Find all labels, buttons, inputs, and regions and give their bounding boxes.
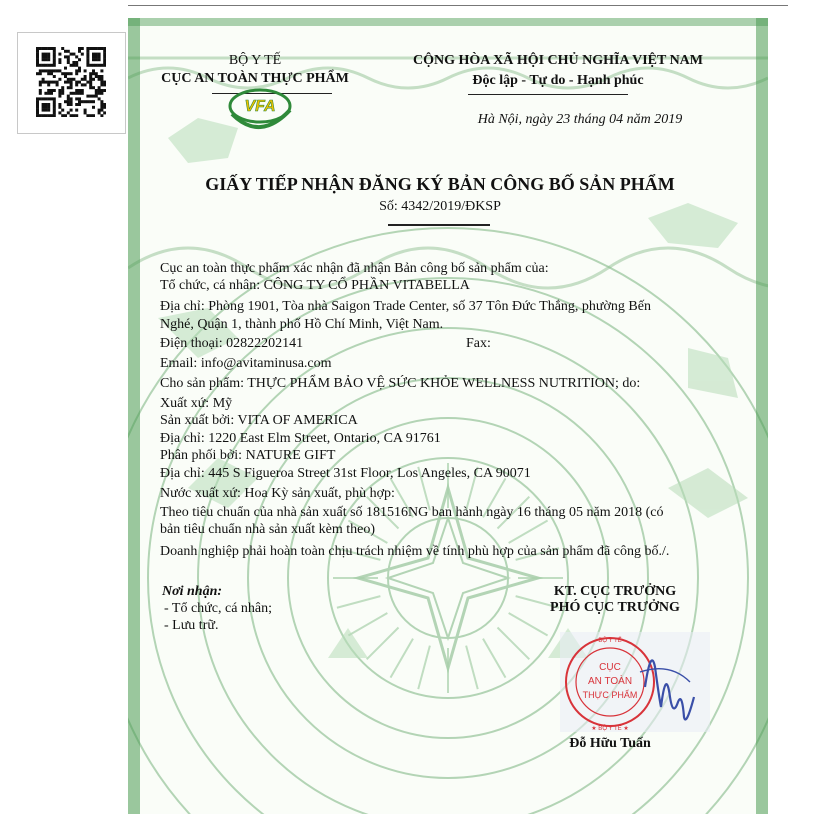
fax-label: Fax: bbox=[466, 336, 491, 351]
signer-on-behalf: KT. CỤC TRƯỞNG bbox=[553, 584, 677, 599]
ministry-name: BỘ Y TẾ bbox=[228, 53, 282, 68]
vfa-logo bbox=[222, 84, 302, 134]
page-top-rule bbox=[128, 5, 788, 6]
export-country: Nước xuất xứ: Hoa Kỳ sản xuất, phù hợp: bbox=[160, 486, 395, 501]
title-underline bbox=[388, 224, 490, 226]
qr-code-icon bbox=[36, 47, 106, 117]
recipient-item: - Tổ chức, cá nhân; bbox=[164, 601, 273, 616]
signer-position: PHÓ CỤC TRƯỞNG bbox=[550, 600, 680, 615]
country-name: CỘNG HÒA XÃ HỘI CHỦ NGHĨA VIỆT NAM bbox=[412, 53, 703, 68]
standard-line-1: Theo tiêu chuẩn của nhà sản xuất số 181516NG ban hành ngày 16 tháng 05 năm 2018 (có bbox=[160, 505, 664, 520]
standard-line-2: bản tiêu chuẩn nhà sản xuất kèm theo) bbox=[160, 522, 375, 537]
national-motto: Độc lập - Tự do - Hạnh phúc bbox=[472, 73, 644, 88]
place-and-date: Hà Nội, ngày 23 tháng 04 năm 2019 bbox=[477, 112, 683, 127]
official-stamp bbox=[560, 632, 710, 732]
address-line-2: Nghé, Quận 1, thành phố Hồ Chí Minh, Việt Nam. bbox=[160, 317, 444, 332]
stamp-line-3: THỰC PHẨM bbox=[582, 690, 638, 700]
intro-text: Cục an toàn thực phẩm xác nhận đã nhận Bản công bố sản phẩm của: bbox=[160, 261, 549, 276]
recipient-item: - Lưu trữ. bbox=[164, 618, 219, 633]
manufacturer: Sản xuất bởi: VITA OF AMERICA bbox=[160, 413, 358, 428]
left-border bbox=[128, 18, 140, 814]
responsibility-statement: Doanh nghiệp phải hoàn toàn chịu trách nhiệm về tính phù hợp của sản phẩm đã công bố./. bbox=[160, 544, 670, 559]
organization: Tổ chức, cá nhân: CÔNG TY CỔ PHẦN VITABELLA bbox=[160, 278, 470, 293]
stamp-line-1: CỤC bbox=[599, 662, 621, 673]
manufacturer-address: Địa chỉ: 1220 East Elm Street, Ontario, CA 91761 bbox=[160, 431, 441, 446]
vfa-logo-text: VFA bbox=[244, 98, 276, 115]
top-border bbox=[128, 18, 768, 26]
certificate-number: Số: 4342/2019/ĐKSP bbox=[379, 199, 501, 214]
stamp-ring-top: BỘ Y TẾ bbox=[598, 638, 622, 644]
motto-underline bbox=[468, 94, 628, 95]
stamp-line-2: AN TOÀN bbox=[587, 676, 633, 687]
distributor: Phân phối bởi: NATURE GIFT bbox=[160, 448, 336, 463]
email-address: Email: info@avitaminusa.com bbox=[160, 356, 332, 371]
origin: Xuất xứ: Mỹ bbox=[160, 396, 233, 411]
stamp-ring-bottom: ★ BỘ Y TẾ ★ bbox=[591, 726, 629, 732]
product-name: Cho sản phẩm: THỰC PHẨM BẢO VỆ SỨC KHỎE WELLNESS NUTRITION; do: bbox=[160, 376, 641, 391]
department-name: CỤC AN TOÀN THỰC PHẨM bbox=[161, 71, 349, 86]
certificate-title: GIẤY TIẾP NHẬN ĐĂNG KÝ BẢN CÔNG BỐ SẢN PHẨM bbox=[205, 174, 675, 194]
phone-number: Điện thoại: 02822202141 bbox=[160, 336, 304, 351]
address-line-1: Địa chỉ: Phòng 1901, Tòa nhà Saigon Trade Center, số 37 Tôn Đức Thắng, phường Bến bbox=[160, 299, 651, 314]
qr-code[interactable] bbox=[17, 32, 126, 134]
signer-name: Đỗ Hữu Tuấn bbox=[569, 736, 651, 751]
distributor-address: Địa chỉ: 445 S Figueroa Street 31st Floor, Los Angeles, CA 90071 bbox=[160, 466, 531, 481]
recipients-label: Nơi nhận: bbox=[162, 584, 223, 599]
right-border bbox=[756, 18, 768, 814]
